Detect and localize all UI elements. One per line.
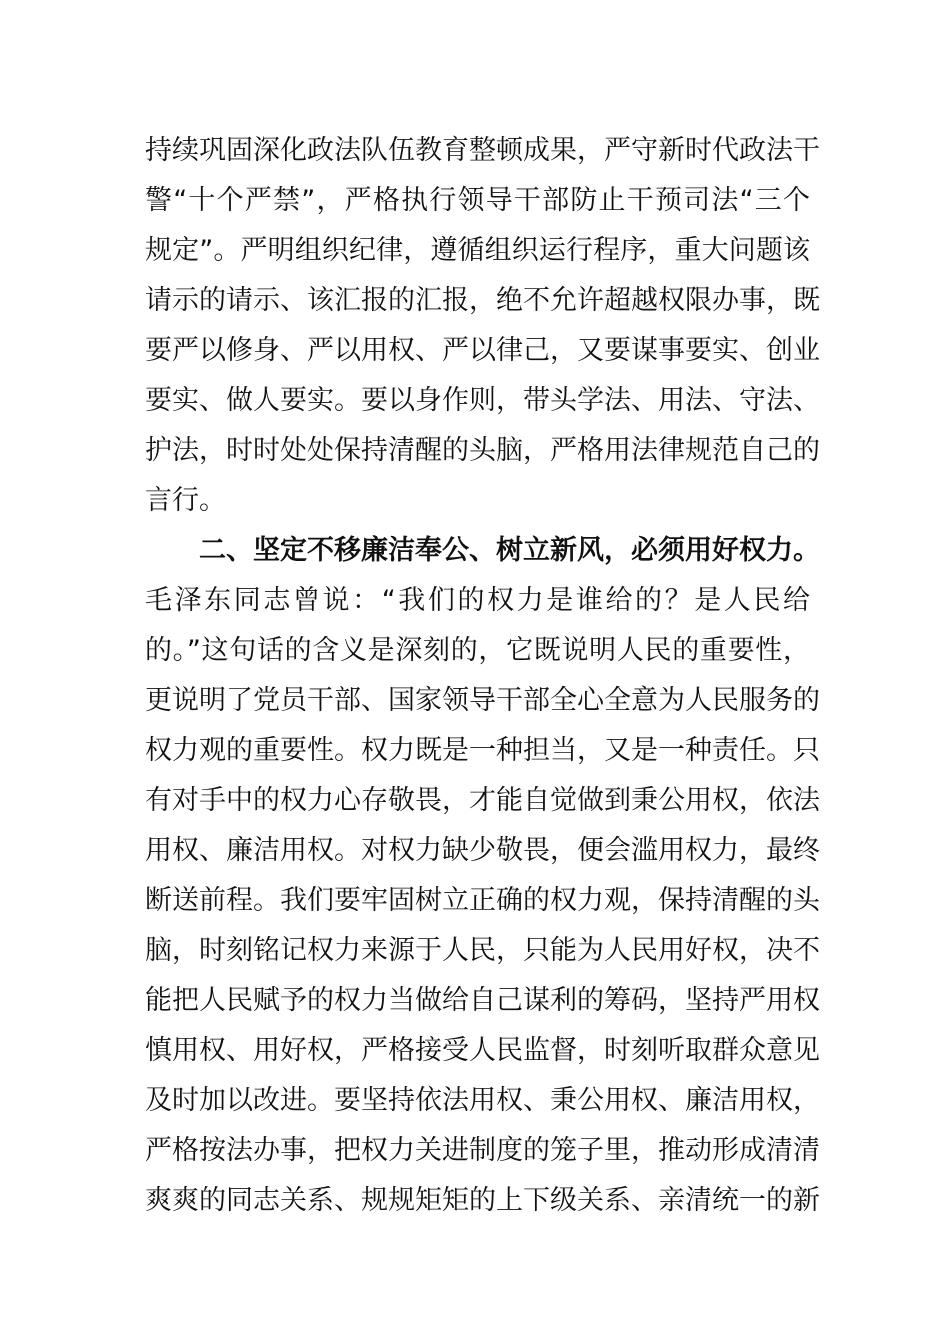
paragraph-line: 慎用权、用好权，严格接受人民监督，时刻听取群众意见 [145, 1035, 820, 1066]
paragraph-line: 要严以修身、严以用权、严以律己，又要谋事要实、创业 [145, 335, 820, 366]
paragraph-line: 毛泽东同志曾说：“我们的权力是谁给的？是人民给 [145, 585, 810, 616]
paragraph-line: 警“十个严禁”，严格执行领导干部防止干预司法“三个 [145, 185, 810, 216]
paragraph-line: 更说明了党员干部、国家领导干部全心全意为人民服务的 [145, 685, 820, 716]
paragraph-line: 请示的请示、该汇报的汇报，绝不允许超越权限办事，既 [145, 285, 820, 316]
section-heading: 二、坚定不移廉洁奉公、树立新风，必须用好权力。 [199, 535, 820, 566]
paragraph-line: 持续巩固深化政法队伍教育整顿成果，严守新时代政法干 [145, 135, 820, 166]
paragraph-line: 言行。 [145, 485, 226, 516]
paragraph-line: 严格按法办事，把权力关进制度的笼子里，推动形成清清 [145, 1135, 820, 1166]
paragraph-line: 能把人民赋予的权力当做给自己谋利的筹码，坚持严用权 [145, 985, 820, 1016]
paragraph-line: 有对手中的权力心存敬畏，才能自觉做到秉公用权，依法 [145, 785, 820, 816]
paragraph-line: 脑，时刻铭记权力来源于人民，只能为人民用好权，决不 [145, 935, 820, 966]
paragraph-line: 权力观的重要性。权力既是一种担当，又是一种责任。只 [145, 735, 820, 766]
paragraph-line: 的。”这句话的含义是深刻的，它既说明人民的重要性， [145, 635, 810, 666]
paragraph-line: 爽爽的同志关系、规规矩矩的上下级关系、亲清统一的新 [145, 1185, 820, 1216]
document-body [145, 126, 820, 1226]
paragraph-line: 用权、廉洁用权。对权力缺少敬畏，便会滥用权力，最终 [145, 835, 820, 866]
paragraph-line: 要实、做人要实。要以身作则，带头学法、用法、守法、 [145, 385, 820, 416]
paragraph-line: 及时加以改进。要坚持依法用权、秉公用权、廉洁用权， [145, 1085, 820, 1116]
paragraph-line: 断送前程。我们要牢固树立正确的权力观，保持清醒的头 [145, 885, 820, 916]
paragraph-line: 护法，时时处处保持清醒的头脑，严格用法律规范自己的 [145, 435, 820, 466]
paragraph-line: 规定”。严明组织纪律，遵循组织运行程序，重大问题该 [145, 235, 810, 266]
